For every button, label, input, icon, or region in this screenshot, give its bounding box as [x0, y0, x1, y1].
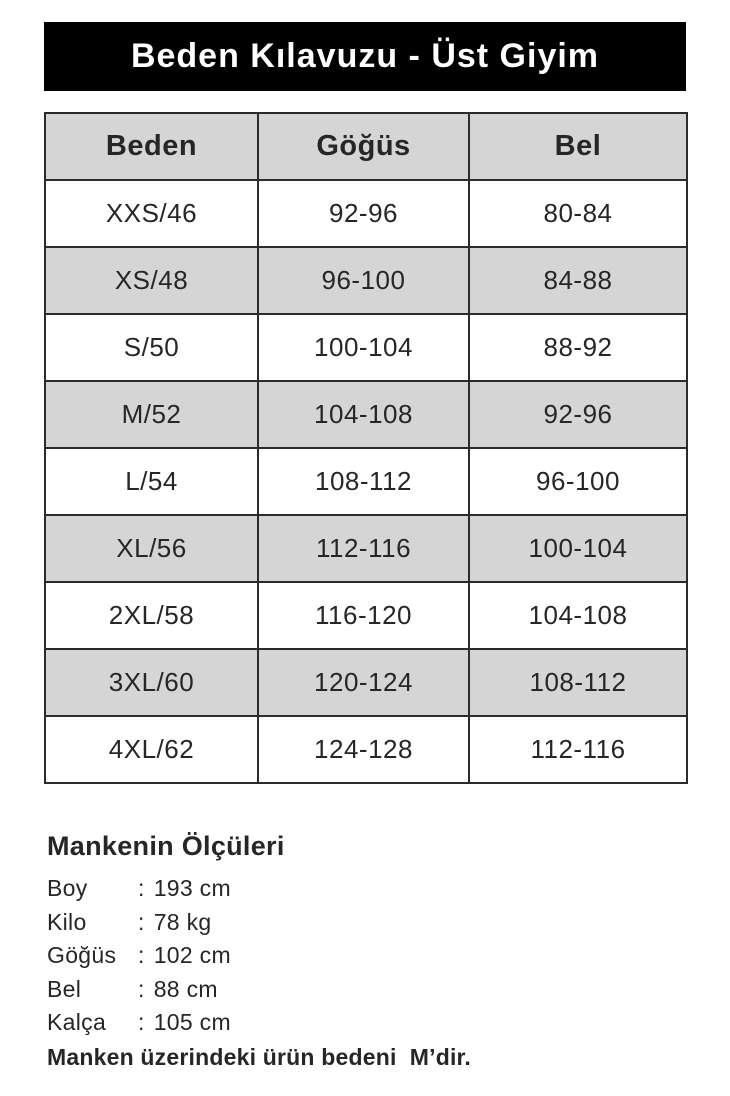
waist-cell: 104-108 — [469, 582, 687, 649]
measurement-value: 102 cm — [153, 942, 231, 968]
size-cell: 3XL/60 — [45, 649, 258, 716]
measurement-value: 105 cm — [153, 1009, 231, 1035]
table-row — [45, 448, 687, 515]
chest-cell: 112-116 — [258, 515, 469, 582]
model-measurements-section — [47, 831, 687, 1074]
chest-cell: 108-112 — [258, 448, 469, 515]
column-header-beden: Beden — [45, 113, 258, 180]
chest-cell: 92-96 — [258, 180, 469, 247]
title-banner — [44, 22, 686, 91]
chest-cell: 116-120 — [258, 582, 469, 649]
chest-cell: 96-100 — [258, 247, 469, 314]
measurement-separator: : — [138, 942, 145, 968]
measurements-title: Mankenin Ölçüleri — [47, 831, 285, 861]
waist-cell: 80-84 — [469, 180, 687, 247]
waist-cell: 100-104 — [469, 515, 687, 582]
measurement-row-gogus — [47, 939, 687, 973]
measurement-value: 193 cm — [153, 875, 231, 901]
table-header-row — [45, 113, 687, 180]
size-cell: XXS/46 — [45, 180, 258, 247]
size-cell: XL/56 — [45, 515, 258, 582]
table-row — [45, 649, 687, 716]
model-size-note: Manken üzerindeki ürün bedeni M’dir. — [47, 1043, 472, 1070]
column-header-gogus: Göğüs — [258, 113, 469, 180]
table-row — [45, 716, 687, 783]
size-cell: XS/48 — [45, 247, 258, 314]
size-cell: S/50 — [45, 314, 258, 381]
table-row — [45, 180, 687, 247]
measurement-separator: : — [138, 908, 145, 935]
waist-cell: 96-100 — [469, 448, 687, 515]
measurement-label: Bel — [47, 975, 82, 1002]
measurement-row-kalca — [47, 1006, 687, 1040]
waist-cell: 108-112 — [469, 649, 687, 716]
measurement-label: Göğüs — [47, 942, 117, 968]
chest-cell: 104-108 — [258, 381, 469, 448]
size-cell: L/54 — [45, 448, 258, 515]
page-title: Beden Kılavuzu - Üst Giyim — [130, 37, 600, 75]
measurement-row-kilo — [47, 906, 687, 940]
table-row — [45, 247, 687, 314]
table-row — [45, 314, 687, 381]
measurement-label: Kalça — [47, 1009, 107, 1035]
measurement-value: 88 cm — [153, 975, 218, 1002]
measurement-value: 78 kg — [153, 908, 212, 935]
size-cell: 4XL/62 — [45, 716, 258, 783]
size-table — [44, 112, 688, 784]
table-row — [45, 582, 687, 649]
waist-cell: 92-96 — [469, 381, 687, 448]
measurement-label: Boy — [47, 875, 88, 901]
waist-cell: 88-92 — [469, 314, 687, 381]
size-cell: 2XL/58 — [45, 582, 258, 649]
measurement-separator: : — [138, 975, 145, 1002]
column-header-bel: Bel — [469, 113, 687, 180]
chest-cell: 100-104 — [258, 314, 469, 381]
measurement-row-boy — [47, 872, 687, 906]
measurement-separator: : — [138, 875, 145, 901]
chest-cell: 120-124 — [258, 649, 469, 716]
measurement-separator: : — [138, 1009, 145, 1035]
measurement-row-bel — [47, 973, 687, 1007]
table-row — [45, 515, 687, 582]
measurement-label: Kilo — [47, 908, 87, 935]
size-cell: M/52 — [45, 381, 258, 448]
chest-cell: 124-128 — [258, 716, 469, 783]
waist-cell: 112-116 — [469, 716, 687, 783]
waist-cell: 84-88 — [469, 247, 687, 314]
table-row — [45, 381, 687, 448]
